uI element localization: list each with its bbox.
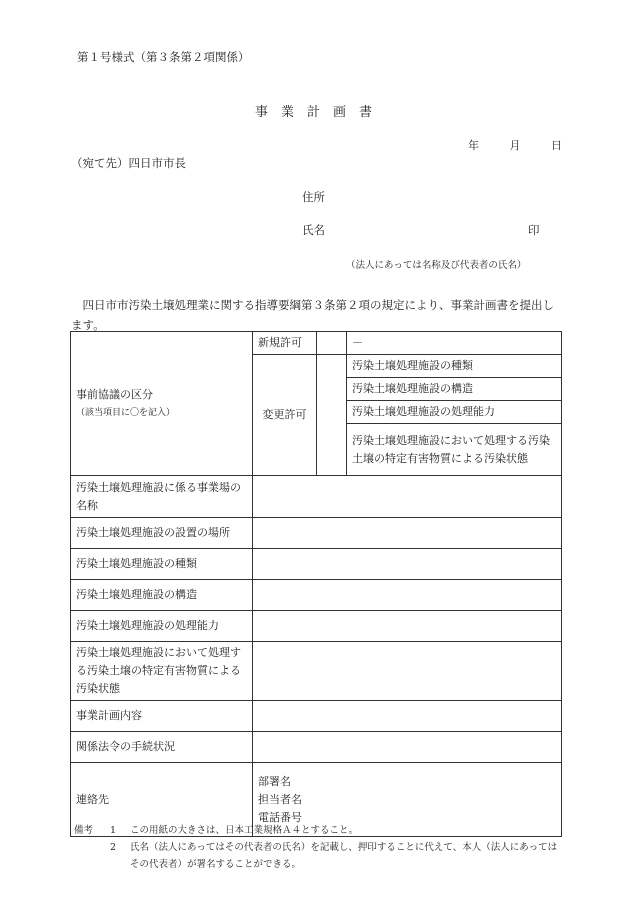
phone-number-label: 電話番号 [258,810,302,824]
change-item: 汚染土壌処理施設の処理能力 [347,401,562,424]
consult-category-label: 事前協議の区分 [76,387,153,401]
row-value[interactable] [253,642,562,701]
date-year: 年 [468,139,479,152]
remark-text: この用紙の大きさは、日本工業規格Ａ４とすること。 [130,825,359,836]
new-permit-dash: － [347,332,562,355]
seal-mark: 印 [528,223,540,237]
change-item: 汚染土壌処理施設において処理する汚染土壌の特定有害物質による汚染状態 [347,424,562,476]
row-value[interactable] [253,611,562,642]
date-day: 日 [551,139,562,152]
remarks [74,822,564,873]
remark-number: 1 [110,825,117,836]
remark-text: 氏名（法人にあってはその代表者の氏名）を記載し、押印することに代えて、本人（法人にあってはその代表者）が署名することができる。 [130,842,558,870]
form-number: 第１号様式（第３条第２項関係） [77,50,250,64]
row-label: 汚染土壌処理施設の構造 [71,580,253,611]
row-label: 汚染土壌処理施設の処理能力 [71,611,253,642]
row-value[interactable] [253,549,562,580]
remark-number: 2 [110,842,117,853]
addressee: （宛て先）四日市市長 [71,156,186,170]
name-label: 氏名 [302,223,325,237]
remark-item [74,822,564,839]
department-label: 部署名 [258,774,291,788]
remark-item [74,839,564,873]
row-value[interactable] [253,701,562,732]
document-title: 事業計画書 [254,105,385,120]
change-item: 汚染土壌処理施設の種類 [347,355,562,378]
change-item: 汚染土壌処理施設の構造 [347,378,562,401]
row-label: 汚染土壌処理施設の種類 [71,549,253,580]
address-label: 住所 [302,190,325,204]
person-in-charge-label: 担当者名 [258,792,302,806]
row-value[interactable] [253,518,562,549]
date-month: 月 [509,139,521,152]
remarks-heading: 備考 [74,825,94,836]
row-value[interactable] [253,580,562,611]
change-permit-label: 変更許可 [253,355,317,476]
contact-label: 連絡先 [71,763,253,837]
row-label: 汚染土壌処理施設に係る事業場の名称 [71,476,253,518]
row-label: 汚染土壌処理施設の設置の場所 [71,518,253,549]
date-line [468,137,562,153]
row-label: 汚染土壌処理施設において処理する汚染土壌の特定有害物質による汚染状態 [71,642,253,701]
new-permit-label: 新規許可 [253,332,317,355]
row-label: 関係法令の手続状況 [71,732,253,763]
row-value[interactable] [253,476,562,518]
corporation-note: （法人にあっては名称及び代表者の氏名） [346,260,527,271]
row-label: 事業計画内容 [71,701,253,732]
row-value[interactable] [253,732,562,763]
intro-text: 四日市市汚染土壌処理業に関する指導要綱第３条第２項の規定により、事業計画書を提出します。 [71,298,554,332]
change-permit-mark[interactable] [317,355,347,476]
new-permit-mark[interactable] [317,332,347,355]
plan-table [70,331,562,837]
consult-category-cell [71,332,253,476]
consult-category-note: （該当項目に〇を記入） [76,407,176,418]
